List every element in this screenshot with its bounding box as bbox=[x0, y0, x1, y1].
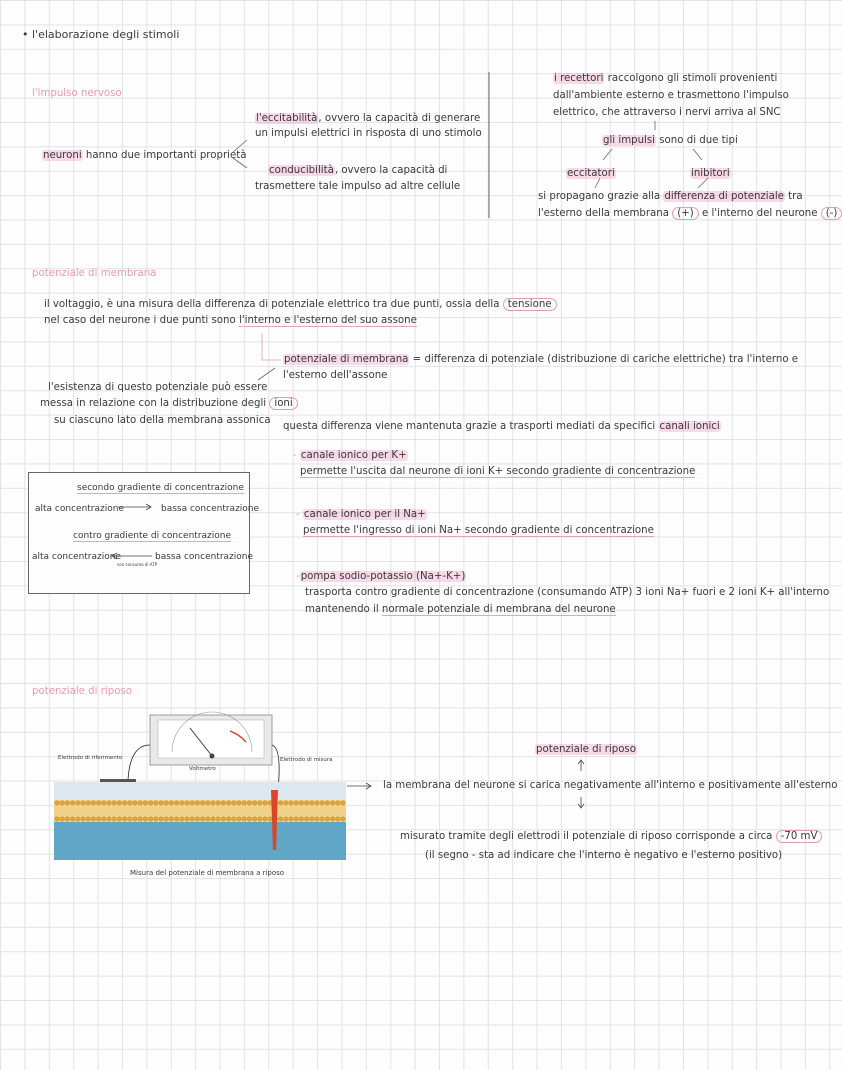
heading-riposo: potenziale di riposo bbox=[32, 686, 132, 697]
lipid-bead bbox=[76, 801, 80, 805]
lipid-bead bbox=[143, 801, 147, 805]
lipid-bead bbox=[107, 801, 111, 805]
lipid-bead bbox=[200, 801, 204, 805]
recettori-rest: raccolgono gli stimoli provenienti bbox=[604, 73, 778, 84]
lipid-bead bbox=[284, 801, 288, 805]
riposo-membrana-text: la membrana del neurone si carica negativamente all'interno e positivamente all'esterno bbox=[383, 780, 838, 791]
recettori-term: i recettori bbox=[554, 73, 604, 84]
figure-caption: Misura del potenziale di membrana a riposo bbox=[130, 869, 285, 877]
lipid-bead bbox=[185, 817, 189, 821]
recettori-line2: dall'ambiente esterno e trasmettono l'impulso bbox=[553, 90, 789, 101]
pompa-desc2a: mantenendo il bbox=[305, 604, 382, 615]
lipid-bead bbox=[320, 801, 324, 805]
atp-label: con consumo di ATP bbox=[117, 562, 158, 567]
def-term: potenziale di membrana bbox=[284, 354, 409, 365]
k-desc-text: permette l'uscita dal neurone di ioni K+ secondo gradiente di concentrazione bbox=[300, 466, 696, 477]
lipid-bead bbox=[263, 817, 267, 821]
plus-sign: (+) bbox=[672, 207, 699, 220]
lipid-bead bbox=[299, 817, 303, 821]
eccitabilita-term: l'eccitabilità bbox=[256, 113, 318, 124]
lipid-bead bbox=[122, 817, 126, 821]
lipid-bead bbox=[278, 801, 282, 805]
lipid-bead bbox=[154, 817, 158, 821]
lipid-bead bbox=[289, 801, 293, 805]
lipid-bead bbox=[60, 801, 64, 805]
differenza-potenziale: differenza di potenziale bbox=[664, 191, 784, 202]
arrow-esistenza bbox=[258, 368, 275, 380]
riposo-label-text: potenziale di riposo bbox=[536, 744, 636, 755]
lipid-bead bbox=[315, 801, 319, 805]
lipid-bead bbox=[143, 817, 147, 821]
lipid-bead bbox=[169, 817, 173, 821]
lipid-bead bbox=[195, 801, 199, 805]
lipid-bead bbox=[81, 801, 85, 805]
arrow-inibitori-down bbox=[698, 178, 708, 188]
lipid-bead bbox=[112, 817, 116, 821]
lipid-bead bbox=[164, 817, 168, 821]
mantenuta-text: questa differenza viene mantenuta grazie a trasporti mediati da specifici bbox=[283, 421, 659, 432]
lipid-bead bbox=[200, 817, 204, 821]
lipid-bead bbox=[211, 801, 215, 805]
recettori-line3: elettrico, che attraverso i nervi arriva al SNC bbox=[553, 107, 781, 118]
lipid-bead bbox=[304, 817, 308, 821]
arrow-neuroni-up bbox=[233, 140, 247, 152]
conducibilita-line2: trasmettere tale impulso ad altre cellule bbox=[255, 181, 461, 192]
lipid-bead bbox=[86, 801, 90, 805]
lipid-bead bbox=[81, 817, 85, 821]
interno-esterno: l'interno e l'esterno del suo assone bbox=[238, 315, 417, 326]
impulsi-rest: sono di due tipi bbox=[656, 135, 738, 146]
elettrodo-mis-label: Elettrodo di misura bbox=[280, 757, 333, 763]
prop2a: l'esterno della membrana bbox=[538, 208, 673, 219]
bullet-icon: • bbox=[22, 28, 29, 41]
lipid-bead bbox=[320, 817, 324, 821]
lipid-bead bbox=[247, 801, 251, 805]
voltmetro-label: Voltmetro bbox=[189, 766, 216, 772]
lipid-bead bbox=[159, 817, 163, 821]
arrow-neuroni-down bbox=[233, 158, 247, 168]
lipid-bead bbox=[258, 817, 262, 821]
voltaggio-text: il voltaggio, è una misura della differenza di potenziale elettrico tra due punti, ossia della bbox=[44, 299, 503, 310]
lipid-bead bbox=[138, 817, 142, 821]
lipid-bead bbox=[164, 801, 168, 805]
arrow-inibitori bbox=[693, 149, 702, 160]
extracellular-band bbox=[54, 782, 346, 800]
lipid-bead bbox=[232, 801, 236, 805]
lipid-bead bbox=[128, 801, 132, 805]
canali-ionici: canali ionici bbox=[659, 421, 720, 432]
dash-pompa: - bbox=[296, 571, 300, 582]
eccitatori-text: eccitatori bbox=[567, 168, 615, 179]
voltmeter-pivot bbox=[210, 754, 215, 759]
lipid-bead bbox=[216, 817, 220, 821]
heading-impulso: l'impulso nervoso bbox=[32, 88, 122, 99]
lipid-bead bbox=[91, 801, 95, 805]
lipid-bead bbox=[159, 801, 163, 805]
prop1a: si propagano grazie alla bbox=[538, 191, 664, 202]
neuroni-term: neuroni bbox=[43, 150, 82, 161]
lipid-bead bbox=[206, 801, 210, 805]
k-term: canale ionico per K+ bbox=[300, 450, 407, 461]
lipid-bead bbox=[237, 801, 241, 805]
lipid-bead bbox=[310, 801, 314, 805]
lipid-bead bbox=[268, 817, 272, 821]
lipid-bead bbox=[154, 801, 158, 805]
lipid-bead bbox=[216, 801, 220, 805]
esistenza2-text: messa in relazione con la distribuzione degli bbox=[40, 398, 270, 409]
lipid-bead bbox=[226, 817, 230, 821]
bassa1-label: bassa concentrazione bbox=[161, 504, 260, 514]
lipid-bead bbox=[148, 817, 152, 821]
alta2-label: alta concentrazione bbox=[32, 552, 121, 562]
secondo-text: secondo gradiente di concentrazione bbox=[77, 483, 244, 493]
eccitabilita-line2: un impulsi elettrici in risposta di uno stimolo bbox=[255, 128, 482, 139]
title-text: l'elaborazione degli stimoli bbox=[32, 28, 180, 41]
dash-na: - bbox=[296, 509, 303, 520]
lipid-bead bbox=[310, 817, 314, 821]
voltaggio2-text: nel caso del neurone i due punti sono bbox=[44, 315, 239, 326]
contro-text: contro gradiente di concentrazione bbox=[73, 531, 232, 541]
neuroni-rest: hanno due importanti proprietà bbox=[82, 150, 247, 161]
minus-sign: (-) bbox=[821, 207, 842, 220]
lipid-bead bbox=[65, 817, 69, 821]
lipid-bead bbox=[112, 801, 116, 805]
inibitori-text: inibitori bbox=[691, 168, 730, 179]
arrow-def bbox=[262, 334, 281, 360]
lipid-bead bbox=[148, 801, 152, 805]
lipid-bead bbox=[294, 817, 298, 821]
arrow-eccitatori bbox=[603, 149, 612, 160]
def-rest: = differenza di potenziale (distribuzione di cariche elettriche) tra l'interno e bbox=[409, 354, 799, 365]
arrow-eccitatori-down bbox=[595, 178, 600, 188]
lipid-bead bbox=[299, 801, 303, 805]
lipid-bead bbox=[107, 817, 111, 821]
lipid-bead bbox=[325, 817, 329, 821]
lipid-bead bbox=[211, 817, 215, 821]
lipid-bead bbox=[190, 801, 194, 805]
na-term: canale ionico per il Na+ bbox=[303, 509, 426, 520]
lipid-bead bbox=[242, 801, 246, 805]
lipid-bead bbox=[70, 817, 74, 821]
lipid-bead bbox=[252, 817, 256, 821]
pompa-desc2b: normale potenziale di membrana del neurone bbox=[381, 604, 616, 615]
lipid-bead bbox=[294, 801, 298, 805]
impulsi-term: gli impulsi bbox=[603, 135, 656, 146]
lipid-bead bbox=[117, 817, 121, 821]
lipid-bead bbox=[252, 801, 256, 805]
misurato-text: misurato tramite degli elettrodi il potenziale di riposo corrisponde a circa bbox=[400, 831, 776, 842]
tensione-term: tensione bbox=[503, 298, 557, 311]
heading-membrana: potenziale di membrana bbox=[32, 268, 157, 279]
prop2b: e l'interno del neurone bbox=[698, 208, 821, 219]
pompa-desc1: trasporta contro gradiente di concentrazione (consumando ATP) 3 ioni Na+ fuori e 2 ioni K+ all'interno bbox=[305, 587, 830, 598]
lipid-bead bbox=[325, 801, 329, 805]
lipid-bead bbox=[185, 801, 189, 805]
lipid-bead bbox=[180, 817, 184, 821]
elettrodo-rif-label: Elettrodo di riferimento bbox=[58, 755, 123, 761]
lipid-bead bbox=[60, 817, 64, 821]
lipid-bead bbox=[133, 801, 137, 805]
lipid-bead bbox=[237, 817, 241, 821]
lipid-bead bbox=[65, 801, 69, 805]
lipid-bead bbox=[102, 817, 106, 821]
wire-left bbox=[128, 745, 150, 780]
lipid-bead bbox=[76, 817, 80, 821]
lipid-bead bbox=[247, 817, 251, 821]
lipid-bead bbox=[221, 817, 225, 821]
alta1-label: alta concentrazione bbox=[35, 504, 124, 514]
def-line2: l'esterno dell'assone bbox=[283, 370, 388, 381]
lipid-bead bbox=[226, 801, 230, 805]
lipid-bead bbox=[190, 817, 194, 821]
lipid-bead bbox=[117, 801, 121, 805]
lipid-bead bbox=[169, 801, 173, 805]
conducibilita-term: conducibilità bbox=[269, 165, 334, 176]
lipid-bead bbox=[341, 801, 345, 805]
lipid-bead bbox=[330, 817, 334, 821]
lipid-bead bbox=[221, 801, 225, 805]
riposo-value: -70 mV bbox=[776, 830, 823, 843]
lipid-bead bbox=[86, 817, 90, 821]
conducibilita-rest: , ovvero la capacità di bbox=[334, 165, 448, 176]
lipid-bead bbox=[341, 817, 345, 821]
lipid-bead bbox=[258, 801, 262, 805]
lipid-bead bbox=[232, 817, 236, 821]
lipid-bead bbox=[122, 801, 126, 805]
esistenza-line3: su ciascuno lato della membrana assonica bbox=[54, 415, 271, 426]
riposo-segno: (il segno - sta ad indicare che l'interno è negativo e l'esterno positivo) bbox=[425, 850, 783, 861]
lipid-bead bbox=[195, 817, 199, 821]
lipid-bead bbox=[330, 801, 334, 805]
na-desc-text: permette l'ingresso di ioni Na+ secondo gradiente di concentrazione bbox=[303, 525, 654, 536]
pompa-term: pompa sodio-potassio (Na+-K+) bbox=[300, 571, 466, 582]
lipid-bead bbox=[289, 817, 293, 821]
eccitabilita-rest: , ovvero la capacità di generare bbox=[318, 113, 481, 124]
lipid-bead bbox=[278, 817, 282, 821]
lipid-bead bbox=[304, 801, 308, 805]
lipid-bead bbox=[133, 817, 137, 821]
lipid-bead bbox=[242, 817, 246, 821]
lipid-bead bbox=[96, 817, 100, 821]
dash-k: - bbox=[293, 450, 300, 461]
lipid-bead bbox=[336, 817, 340, 821]
lipid-bead bbox=[263, 801, 267, 805]
lipid-bead bbox=[55, 817, 59, 821]
bassa2-label: bassa concentrazione bbox=[155, 552, 254, 562]
lipid-bead bbox=[315, 817, 319, 821]
esistenza-line1: l'esistenza di questo potenziale può essere bbox=[48, 382, 268, 393]
lipid-bead bbox=[180, 801, 184, 805]
lipid-bead bbox=[336, 801, 340, 805]
lipid-bead bbox=[102, 801, 106, 805]
ioni-term: ioni bbox=[269, 397, 297, 410]
lipid-bead bbox=[174, 817, 178, 821]
lipid-bead bbox=[206, 817, 210, 821]
lipid-bead bbox=[91, 817, 95, 821]
lipid-bead bbox=[174, 801, 178, 805]
lipid-bead bbox=[284, 817, 288, 821]
lipid-bead bbox=[70, 801, 74, 805]
lipid-bead bbox=[138, 801, 142, 805]
cytoplasm-band bbox=[54, 822, 346, 860]
lipid-bead bbox=[55, 801, 59, 805]
lipid-bead bbox=[96, 801, 100, 805]
prop1c: tra bbox=[784, 191, 803, 202]
lipid-bead bbox=[128, 817, 132, 821]
